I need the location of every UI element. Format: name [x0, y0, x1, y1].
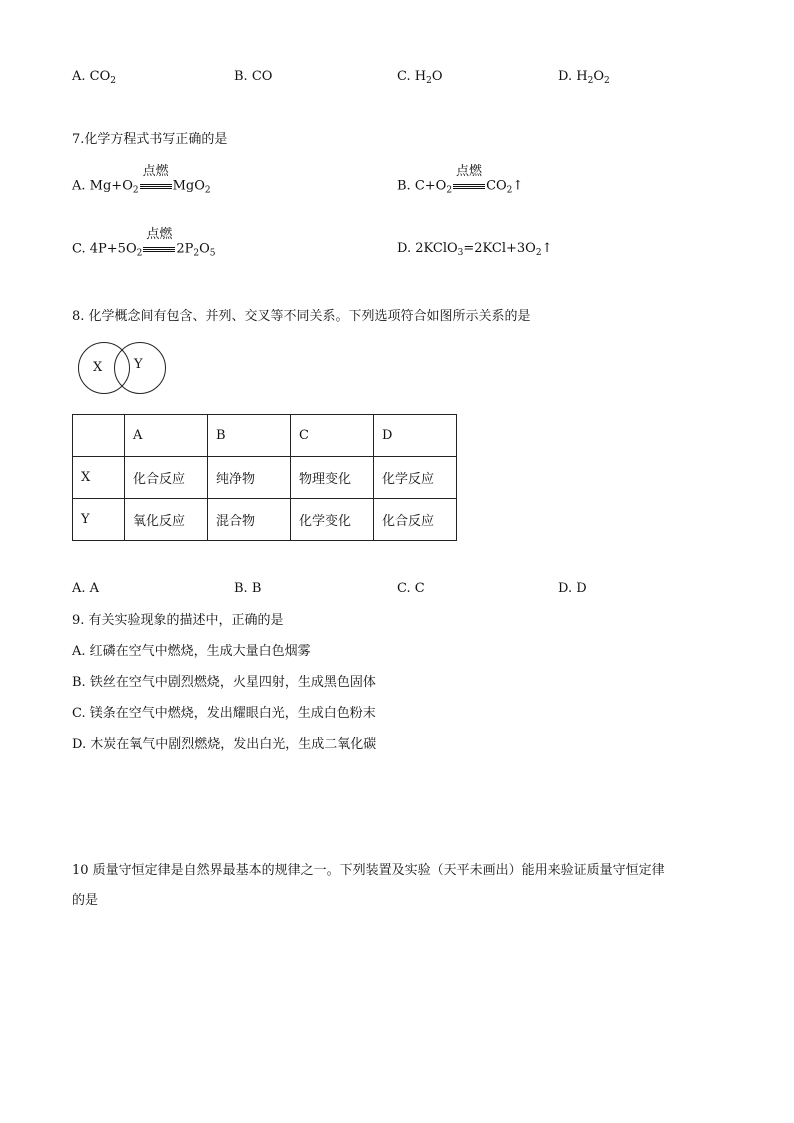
q6-option-c: C. $H_2O$	[397, 69, 443, 86]
table-cell: A	[125, 415, 208, 457]
q7-stem: 7.化学方程式书写正确的是	[72, 132, 228, 147]
gas-arrow-icon: ↑	[512, 178, 524, 194]
reaction-condition: 点燃	[143, 241, 175, 257]
gas-arrow-icon: ↑	[541, 241, 553, 256]
table-cell: 混合物	[208, 499, 291, 541]
table-cell: 氧化反应	[125, 499, 208, 541]
table-cell	[73, 415, 125, 457]
table-row	[73, 499, 457, 541]
q8-stem: 8. 化学概念间有包含、并列、交叉等不同关系。下列选项符合如图所示关系的是	[72, 309, 531, 324]
q8-answer-d: D. D	[558, 581, 587, 596]
q7-option-d: D. $2KClO_3=2KCl+3O_2↑$	[397, 241, 553, 258]
table-cell: B	[208, 415, 291, 457]
table-cell: Y	[73, 499, 125, 541]
table-cell: 化合反应	[125, 457, 208, 499]
q9-option-a: A. 红磷在空气中燃烧，生成大量白色烟雾	[72, 644, 311, 659]
q10-stem-line1: 10 质量守恒定律是自然界最基本的规律之一。下列装置及实验（天平未画出）能用来验证质量守恒定律	[72, 863, 665, 878]
q6-option-d: D. $H_2O_2$	[558, 69, 610, 86]
table-cell: C	[291, 415, 374, 457]
table-cell: 物理变化	[291, 457, 374, 499]
table-header-row	[73, 415, 457, 457]
q6-option-a: A. $CO_2$	[72, 69, 117, 86]
q7-option-a: A. $Mg+O_2$ 点燃 MgO$_2$	[72, 164, 211, 196]
reaction-condition: 点燃	[453, 178, 485, 194]
venn-diagram	[76, 340, 168, 400]
table-cell: 化合反应	[374, 499, 457, 541]
q8-answer-c: C. C	[397, 581, 425, 596]
venn-label-y: Y	[134, 357, 143, 372]
table-cell: X	[73, 457, 125, 499]
q9-option-d: D. 木炭在氧气中剧烈燃烧，发出白光，生成二氧化碳	[72, 737, 377, 752]
q10-stem-line2: 的是	[72, 893, 99, 908]
venn-label-x: X	[93, 360, 103, 375]
q7-option-c: C. $4P+5O_2$ 点燃 $2P_2O_5$	[72, 227, 216, 259]
q9-option-c: C. 镁条在空气中燃烧，发出耀眼白光，生成白色粉末	[72, 706, 376, 721]
q8-answer-a: A. A	[72, 581, 100, 596]
q8-answer-b: B. B	[234, 581, 262, 596]
table-row	[73, 457, 457, 499]
q7-option-b: B. $C+O_2$ 点燃 $CO_2↑$	[397, 164, 524, 196]
q9-stem: 9. 有关实验现象的描述中，正确的是	[72, 613, 284, 628]
table-cell: 化学反应	[374, 457, 457, 499]
table-cell: 纯净物	[208, 457, 291, 499]
table-cell: D	[374, 415, 457, 457]
reaction-condition: 点燃	[140, 178, 172, 194]
q6-option-b: B. CO	[234, 69, 273, 84]
q9-option-b: B. 铁丝在空气中剧烈燃烧，火星四射，生成黑色固体	[72, 675, 376, 690]
table-cell: 化学变化	[291, 499, 374, 541]
concept-table	[72, 414, 457, 541]
